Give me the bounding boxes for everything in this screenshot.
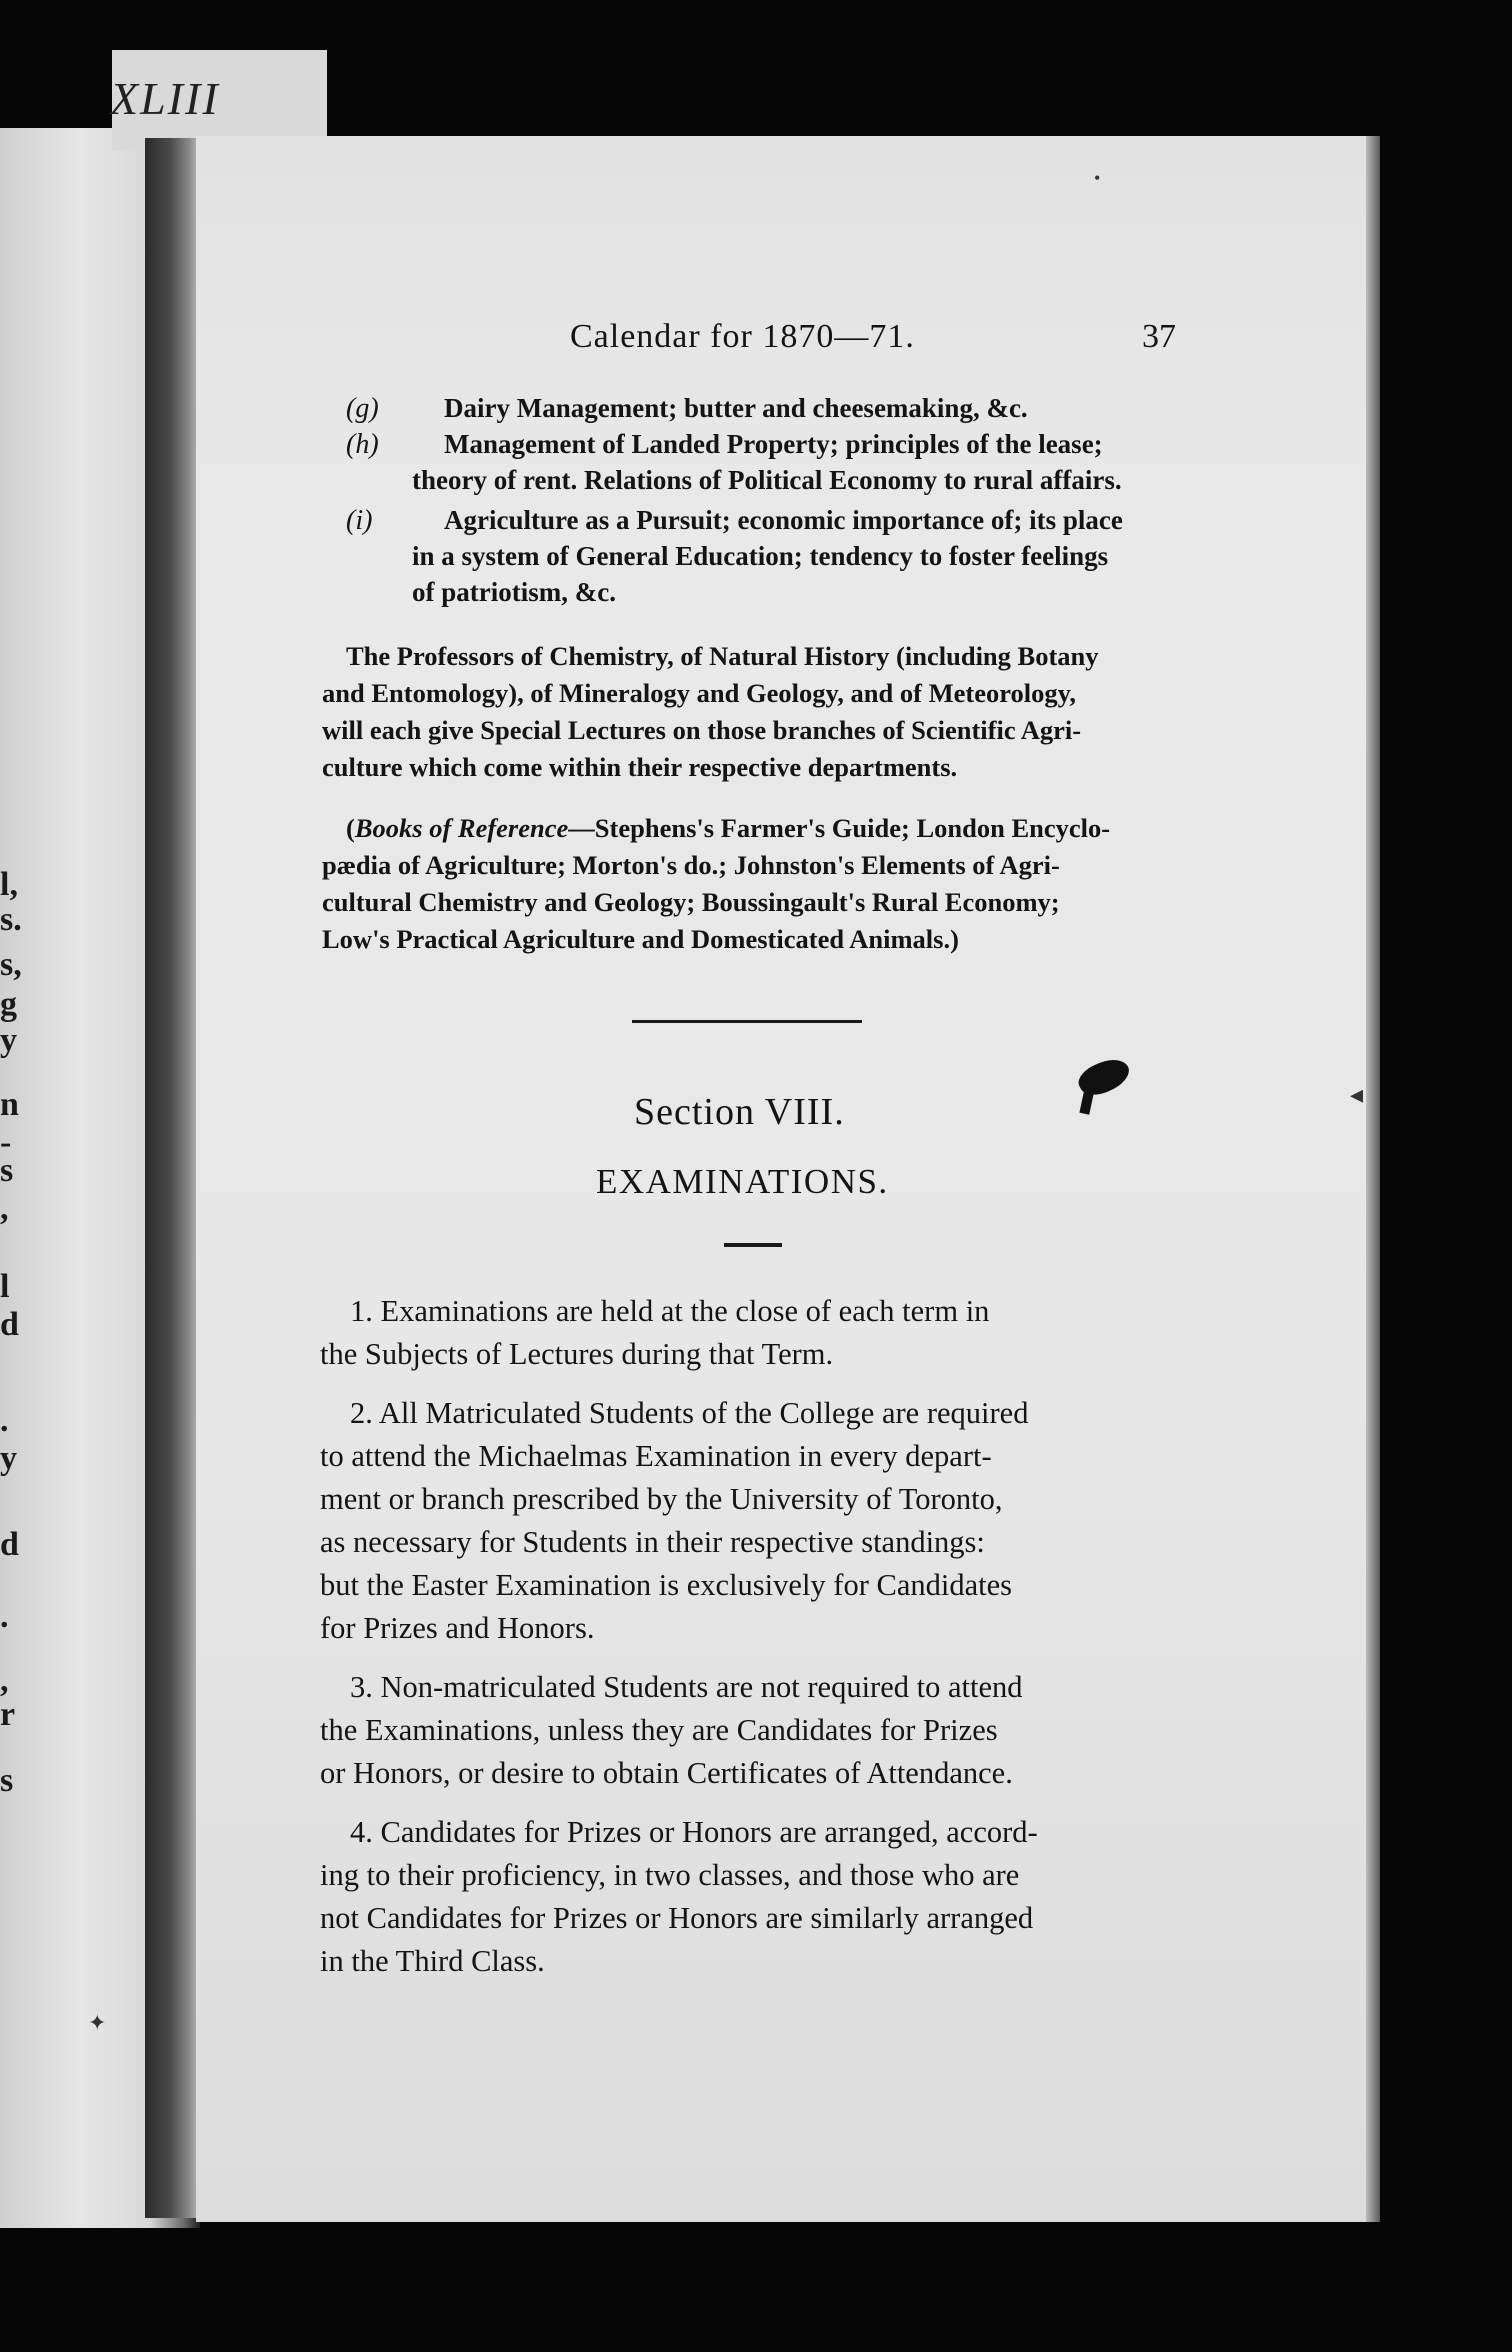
left-page-fragment: y — [0, 1440, 17, 1477]
left-page-fragment: d — [0, 1526, 19, 1563]
section-title: Section VIII. — [634, 1091, 845, 1133]
references-line: Low's Practical Agriculture and Domesticated Animals.) — [322, 924, 959, 954]
rule-number: 1. — [350, 1294, 373, 1328]
item-i-line: in a system of General Education; tendency to foster feelings — [412, 541, 1109, 571]
rule-2-line: for Prizes and Honors. — [320, 1611, 595, 1645]
section-divider — [632, 1020, 862, 1023]
rule-4-line: not Candidates for Prizes or Honors are similarly arranged — [320, 1901, 1034, 1935]
rule-2-line: to attend the Michaelmas Examination in every depart- — [320, 1439, 992, 1473]
rule-number: 2. — [350, 1396, 373, 1430]
rule-2-line: as necessary for Students in their respective standings: — [320, 1525, 985, 1559]
item-h-line: Management of Landed Property; principles of the lease; — [444, 429, 1103, 459]
left-page-fragment: n — [0, 1086, 19, 1123]
left-page-fragment: r — [0, 1696, 16, 1733]
professors-paragraph-line: The Professors of Chemistry, of Natural History (including Botany — [346, 641, 1099, 671]
rule-3-line: or Honors, or desire to obtain Certificates of Attendance. — [320, 1756, 1013, 1790]
page-edge — [1366, 136, 1380, 2222]
gutter-shadow — [145, 138, 200, 2218]
rule-2-line: but the Easter Examination is exclusively for Candidates — [320, 1568, 1012, 1602]
rule-3-line: the Examinations, unless they are Candidates for Prizes — [320, 1713, 998, 1747]
heading-divider — [724, 1243, 782, 1247]
left-page-fragment: y — [0, 1022, 17, 1059]
left-page-fragment: , — [0, 1190, 9, 1227]
rule-3-line — [350, 1666, 1023, 1709]
item-letter: (h) — [346, 429, 379, 460]
item-i-line: of patriotism, &c. — [412, 577, 616, 607]
professors-paragraph-line: culture which come within their respective departments. — [322, 752, 958, 782]
left-page-fragment: s — [0, 1762, 14, 1799]
left-page-fragment: . — [0, 1598, 9, 1635]
left-page-fragment: . — [0, 1402, 9, 1439]
scan-speck: ✦ — [88, 2010, 107, 2035]
references-first-line-rest: —Stephens's Farmer's Guide; London Encyclo- — [568, 813, 1111, 843]
item-h-line: theory of rent. Relations of Political Economy to rural affairs. — [412, 465, 1122, 495]
references-line: pædia of Agriculture; Morton's do.; Johnston's Elements of Agri- — [322, 850, 1060, 880]
rule-4-line: in the Third Class. — [320, 1944, 545, 1978]
scan-speck: • — [1094, 168, 1101, 188]
references-line: cultural Chemistry and Geology; Boussingault's Rural Economy; — [322, 887, 1060, 917]
item-g-line: Dairy Management; butter and cheesemaking, &c. — [444, 393, 1028, 423]
professors-paragraph-line: will each give Special Lectures on those branches of Scientific Agri- — [322, 715, 1082, 745]
left-page-fragment: , — [0, 1662, 9, 1699]
rule-text: Candidates for Prizes or Honors are arranged, accord- — [380, 1815, 1038, 1849]
rule-text: All Matriculated Students of the College are required — [378, 1396, 1029, 1430]
references-first-line: (Books of Reference—Stephens's Farmer's Guide; London Encyclo- — [346, 813, 1111, 843]
scan-speck: ◂ — [1350, 1080, 1364, 1109]
item-h — [346, 426, 379, 463]
left-page-fragment: s, — [0, 946, 22, 983]
left-page-fragment: s. — [0, 901, 22, 938]
rule-4-line: ing to their proficiency, in two classes, and those who are — [320, 1858, 1020, 1892]
item-letter: (g) — [346, 393, 379, 424]
item-g — [346, 390, 379, 427]
section-subtitle: EXAMINATIONS. — [596, 1162, 889, 1201]
running-head: Calendar for 1870—71. — [570, 318, 915, 355]
left-page-fragment: d — [0, 1306, 19, 1343]
professors-paragraph-line: and Entomology), of Mineralogy and Geology, and of Meteorology, — [322, 678, 1077, 708]
rule-1-line — [350, 1290, 989, 1333]
left-page-fragment: - — [0, 1124, 12, 1161]
rule-4-line — [350, 1811, 1038, 1854]
item-i-line: Agriculture as a Pursuit; economic importance of; its place — [444, 505, 1123, 535]
rule-text: Non-matriculated Students are not required to attend — [380, 1670, 1023, 1704]
left-page-fragment: l, — [0, 866, 18, 903]
left-page-fragment: l — [0, 1268, 10, 1305]
left-page-fragment: s — [0, 1152, 14, 1189]
rule-number: 4. — [350, 1815, 373, 1849]
item-letter: (i) — [346, 505, 373, 536]
references-label: Books of Reference — [354, 813, 569, 843]
handwritten-note: XLIII — [110, 73, 220, 124]
rule-1-line: the Subjects of Lectures during that Term. — [320, 1337, 834, 1371]
rule-number: 3. — [350, 1670, 373, 1704]
page-number: 37 — [1142, 318, 1176, 355]
left-page-fragment: g — [0, 986, 17, 1023]
rule-2-line: ment or branch prescribed by the University of Toronto, — [320, 1482, 1003, 1516]
rule-2-line — [350, 1392, 1028, 1435]
rule-text: Examinations are held at the close of each term in — [380, 1294, 990, 1328]
item-i — [346, 502, 372, 539]
